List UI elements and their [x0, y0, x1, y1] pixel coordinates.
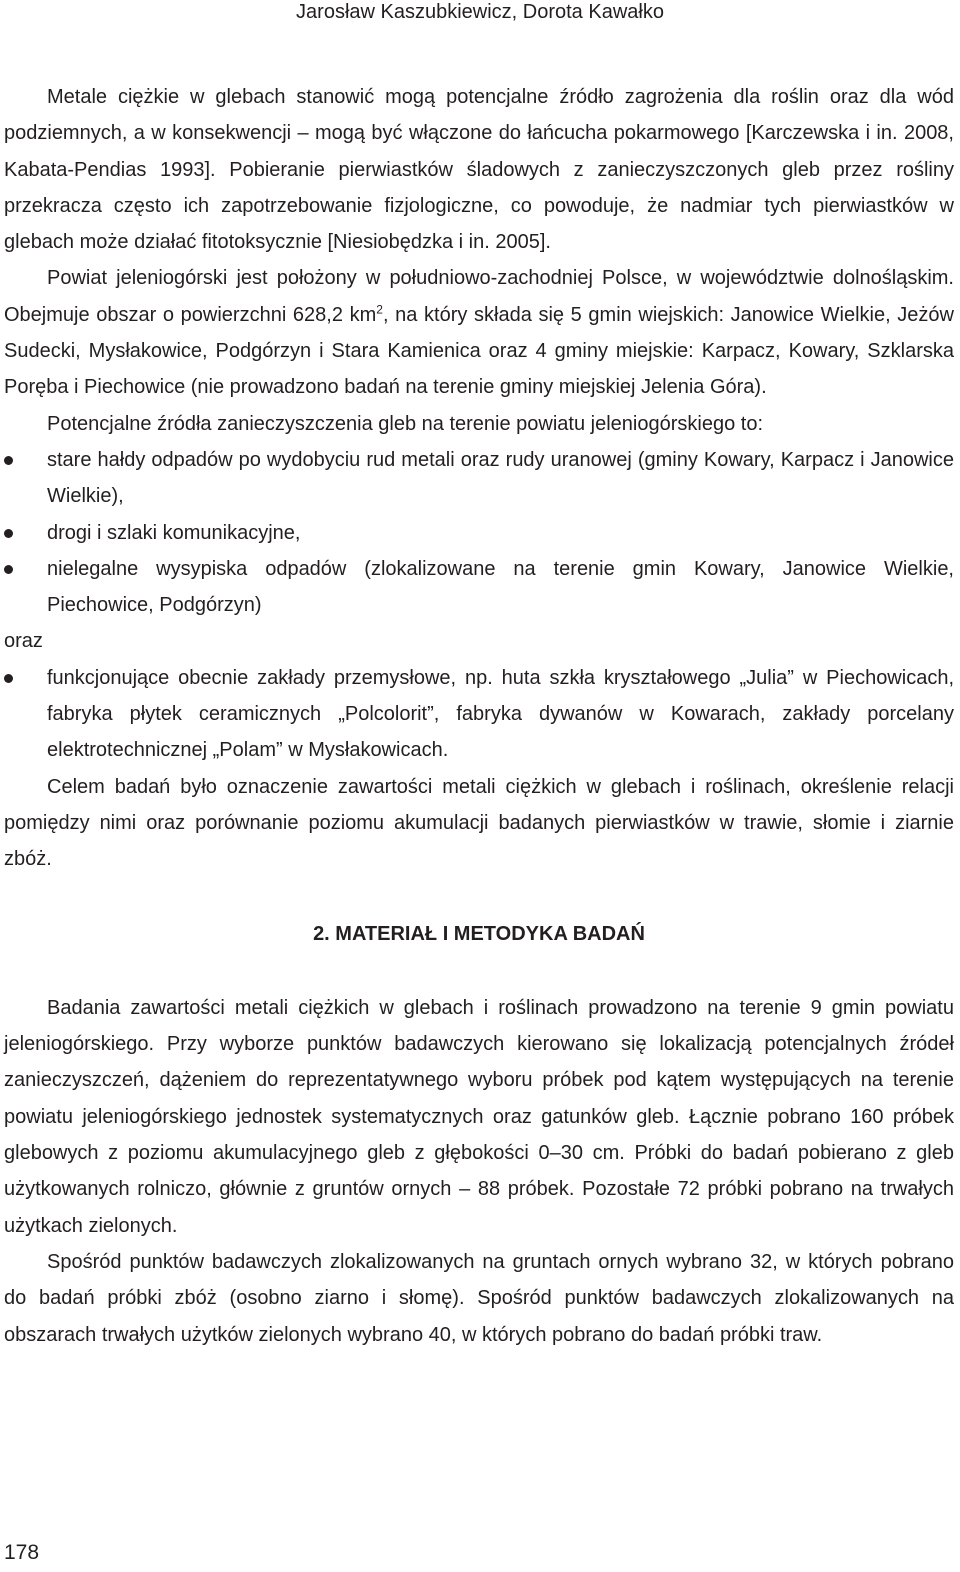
list-item-text: nielegalne wysypiska odpadów (zlokalizowane na terenie gmin Kowary, Janowice Wielkie, Piechowice, Podgórzyn) [47, 557, 954, 617]
paragraph-methods: Badania zawartości metali ciężkich w glebach i roślinach prowadzono na terenie 9 gmin powiatu jeleniogórskiego. Przy wyborze punktów badawczych kierowano się lokalizacją potencjalnych źródeł zanieczyszczeń, dążeniem do reprezentatywnego wyboru próbek pod kątem występujących na terenie powiatu jeleniogórskiego jednostek systematycznych oraz gatunków gleb. Łącznie pobrano 160 próbek glebowych z poziomu akumulacyjnego gleb z głębokości 0–30 cm. Próbki do badań pobierano z gleb użytkowanych rolniczo, głównie z gruntów ornych – 88 próbek. Pozostałe 72 próbki pobrano na trwałych użytkach zielonych. [4, 996, 954, 1237]
superscript-2: 2 [376, 302, 383, 317]
paragraph-research-aim: Celem badań było oznaczenie zawartości metali ciężkich w glebach i roślinach, określenie relacji pomiędzy nimi oraz porównanie poziomu akumulacji badanych pierwiastków w trawie, słomie i ziarnie zbóż. [4, 775, 954, 871]
paragraph-study-area [4, 260, 954, 405]
list-item [4, 442, 954, 515]
list-item [4, 515, 954, 551]
paragraph-study-area-text-1: Powiat jeleniogórski jest położony w południowo-zachodniej Polsce, w województwie dolnośląskim. Obejmuje obszar o powierzchni 628,2 km [4, 267, 954, 326]
body-text [4, 79, 954, 1353]
paragraph-sources-intro: Potencjalne źródła zanieczyszczenia gleb na terenie powiatu jeleniogórskiego to: [47, 412, 763, 435]
paragraph-study-area-text-2: , na który składa się 5 gmin wiejskich: Janowice Wielkie, Jeżów Sudecki, Mysłakowice, Podgórzyn i Stara Kamienica oraz 4 gminy miejskie: Karpacz, Kowary, Szklarska Poręba i Piechowice (nie prowadzono badań na terenie gminy miejskiej Jelenia Góra). [4, 303, 954, 399]
bullet-icon [4, 565, 13, 574]
bullet-icon [4, 456, 13, 465]
list-item [4, 660, 954, 769]
bullet-icon [4, 674, 13, 683]
list-item-text: drogi i szlaki komunikacyjne, [47, 521, 301, 544]
running-header: Jarosław Kaszubkiewicz, Dorota Kawałko [296, 1, 664, 23]
connector-oraz: oraz [4, 630, 43, 653]
paragraph-metals-intro: Metale ciężkie w glebach stanowić mogą potencjalne źródło zagrożenia dla roślin oraz dla wód podziemnych, a w konsekwencji – mogą być włączone do łańcucha pokarmowego [Karczewska i in. 2008, Kabata-Pendias 1993]. Pobieranie pierwiastków śladowych z zanieczyszczonych gleb przez rośliny przekracza często ich zapotrzebowanie fizjologiczne, co powoduje, że nadmiar tych pierwiastków w glebach może działać fitotoksycznie [Niesiobędzka i in. 2005]. [4, 86, 954, 254]
list-item-text: funkcjonujące obecnie zakłady przemysłowe, np. huta szkła kryształowego „Julia” w Piechowicach, fabryka płytek ceramicznych „Polcolorit”, fabryka dywanów w Kowarach, zakłady porcelany elektrotechnicznej „Polam” w Mysłakowicach. [47, 666, 954, 762]
paragraph-sampling: Spośród punktów badawczych zlokalizowanych na gruntach ornych wybrano 32, w których pobrano do badań próbki zbóż (osobno ziarno i słomę). Spośród punktów badawczych zlokalizowanych na obszarach trwałych użytków zielonych wybrano 40, w których pobrano do badań próbki traw. [4, 1250, 954, 1346]
page-number: 178 [4, 1541, 40, 1564]
bullet-icon [4, 529, 13, 538]
list-item-text: stare hałdy odpadów po wydobyciu rud metali oraz rudy uranowej (gminy Kowary, Karpacz i Janowice Wielkie), [47, 448, 954, 508]
list-item [4, 551, 954, 624]
section-heading: 2. MATERIAŁ I METODYKA BADAŃ [313, 922, 645, 945]
